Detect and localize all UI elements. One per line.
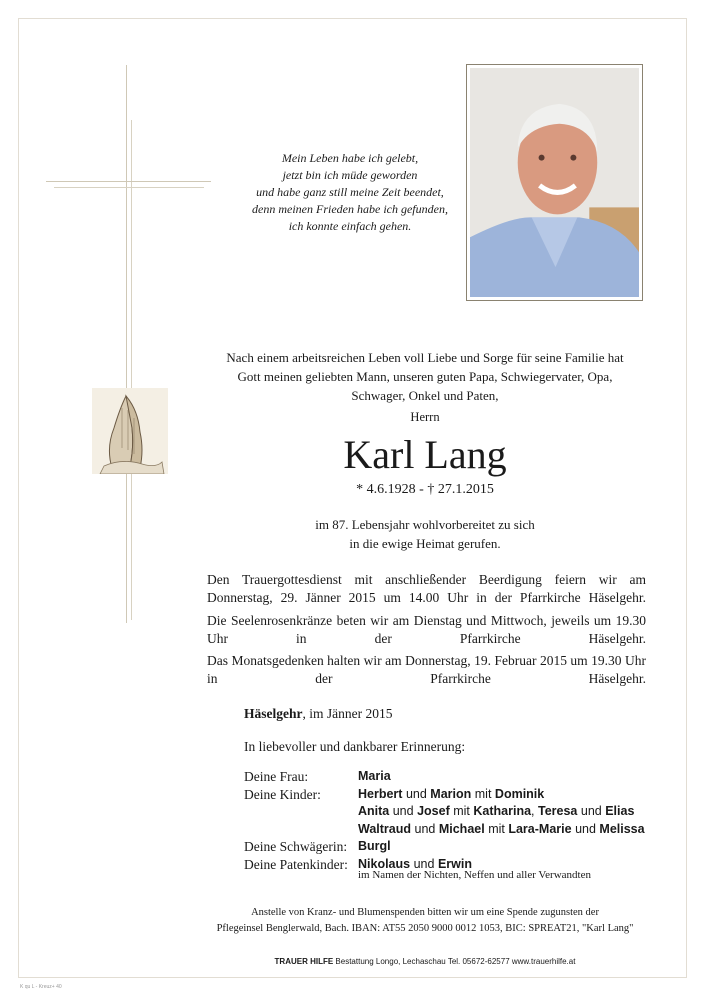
memory-line: In liebevoller und dankbarer Erinnerung:	[244, 739, 466, 754]
name: Waltraud	[358, 821, 412, 836]
place-date	[244, 706, 393, 722]
family-label-empty	[244, 803, 358, 821]
family-names	[358, 838, 391, 856]
family-list	[244, 768, 645, 873]
name: Burgl	[358, 839, 391, 853]
family-names	[358, 821, 645, 839]
life-dates: * 4.6.1928 - † 27.1.2015	[356, 482, 494, 497]
family-label-empty	[244, 821, 358, 839]
praying-hands-icon	[92, 388, 168, 474]
family-names	[358, 786, 544, 804]
family-row	[244, 821, 645, 839]
intro-line: Schwager, Onkel und Paten,	[351, 388, 499, 403]
cross-line	[131, 120, 132, 620]
footer	[190, 957, 660, 966]
family-row	[244, 803, 645, 821]
poem-line: und habe ganz still meine Zeit beendet,	[256, 185, 444, 199]
age-text	[190, 515, 660, 553]
conj: mit	[474, 786, 492, 801]
poem-line: ich konnte einfach gehen.	[288, 219, 412, 233]
family-label: Deine Frau:	[244, 769, 309, 784]
family-names	[358, 803, 634, 821]
footer-brand: TRAUER HILFE	[274, 957, 334, 966]
family-row	[244, 786, 645, 804]
conj: und	[580, 804, 602, 818]
name: Teresa	[538, 804, 578, 818]
salutation: Herrn	[410, 410, 440, 424]
date: , im Jänner 2015	[302, 706, 393, 721]
name: Michael	[438, 821, 485, 836]
intro-text	[190, 348, 660, 405]
family-label: Deine Schwägerin:	[244, 839, 348, 854]
conj: und	[414, 821, 436, 836]
closing-line: im Namen der Nichten, Neffen und aller Verwandten	[358, 869, 591, 881]
funeral-service-paragraph: Den Trauergottesdienst mit anschließender Beerdigung feiern wir am Donnerstag, 29. Jänner 2015 um 14.00 Uhr in der Pfarrkirche Häselgehr.	[207, 572, 646, 605]
donation-line: Pflegeinsel Benglerwald, Bach. IBAN: AT55 2050 9000 0012 1053, BIC: SPREAT21, "Karl Lang"	[216, 923, 634, 934]
family-names	[358, 768, 391, 786]
name: Marion	[430, 786, 472, 801]
age-line: in die ewige Heimat gerufen.	[349, 536, 501, 551]
name: Anita	[358, 804, 390, 818]
cross-bar	[54, 187, 204, 188]
poem-line: denn meinen Frieden habe ich gefunden,	[252, 202, 448, 216]
conj: und	[392, 804, 414, 818]
portrait-photo	[466, 64, 643, 301]
family-label: Deine Kinder:	[244, 786, 321, 802]
conj: mit	[488, 821, 505, 836]
conj: und	[405, 786, 427, 801]
name: Katharina	[473, 804, 532, 818]
print-code: K qu L - Kreuz+ 40	[20, 984, 62, 990]
memorial-paragraph: Das Monatsgedenken halten wir am Donnerstag, 19. Februar 2015 um 19.30 Uhr in der Pfarrkirche Häselgehr.	[207, 653, 646, 686]
poem	[250, 150, 450, 235]
conj: und	[575, 821, 596, 836]
name: Melissa	[599, 821, 645, 836]
poem-line: Mein Leben habe ich gelebt,	[281, 151, 419, 165]
name: Erwin	[437, 856, 472, 871]
name: Lara-Marie	[508, 821, 572, 836]
age-line: im 87. Lebensjahr wohlvorbereitet zu sich	[315, 517, 535, 532]
name: Josef	[417, 804, 450, 818]
cross-bar	[46, 181, 211, 182]
family-row	[244, 838, 645, 856]
footer-text: Bestattung Longo, Lechaschau Tel. 05672-62577 www.trauerhilfe.at	[333, 957, 576, 966]
name: Maria	[358, 769, 391, 783]
rosary-paragraph: Die Seelenrosenkränze beten wir am Dienstag und Mittwoch, jeweils um 19.30 Uhr in der Pfarrkirche Häselgehr.	[207, 613, 646, 646]
family-label: Deine Patenkinder:	[244, 856, 348, 872]
cross-icon	[126, 65, 127, 623]
name: Elias	[605, 804, 635, 818]
poem-line: jetzt bin ich müde geworden	[282, 168, 418, 182]
intro-line: Gott meinen geliebten Mann, unseren guten Papa, Schwiegervater, Opa,	[237, 369, 613, 384]
donation-note	[190, 905, 660, 937]
intro-line: Nach einem arbeitsreichen Leben voll Liebe und Sorge für seine Familie hat	[226, 350, 624, 365]
town: Häselgehr	[244, 706, 303, 721]
deceased-name: Karl Lang	[343, 432, 507, 477]
name: Herbert	[358, 786, 403, 801]
conj: ,	[531, 804, 535, 818]
donation-line: Anstelle von Kranz- und Blumenspenden bitten wir um eine Spende zugunsten der	[251, 907, 599, 918]
conj: mit	[453, 804, 470, 818]
name: Nikolaus	[358, 856, 411, 871]
name: Dominik	[494, 786, 545, 801]
family-row	[244, 768, 645, 786]
conj: und	[413, 856, 435, 871]
